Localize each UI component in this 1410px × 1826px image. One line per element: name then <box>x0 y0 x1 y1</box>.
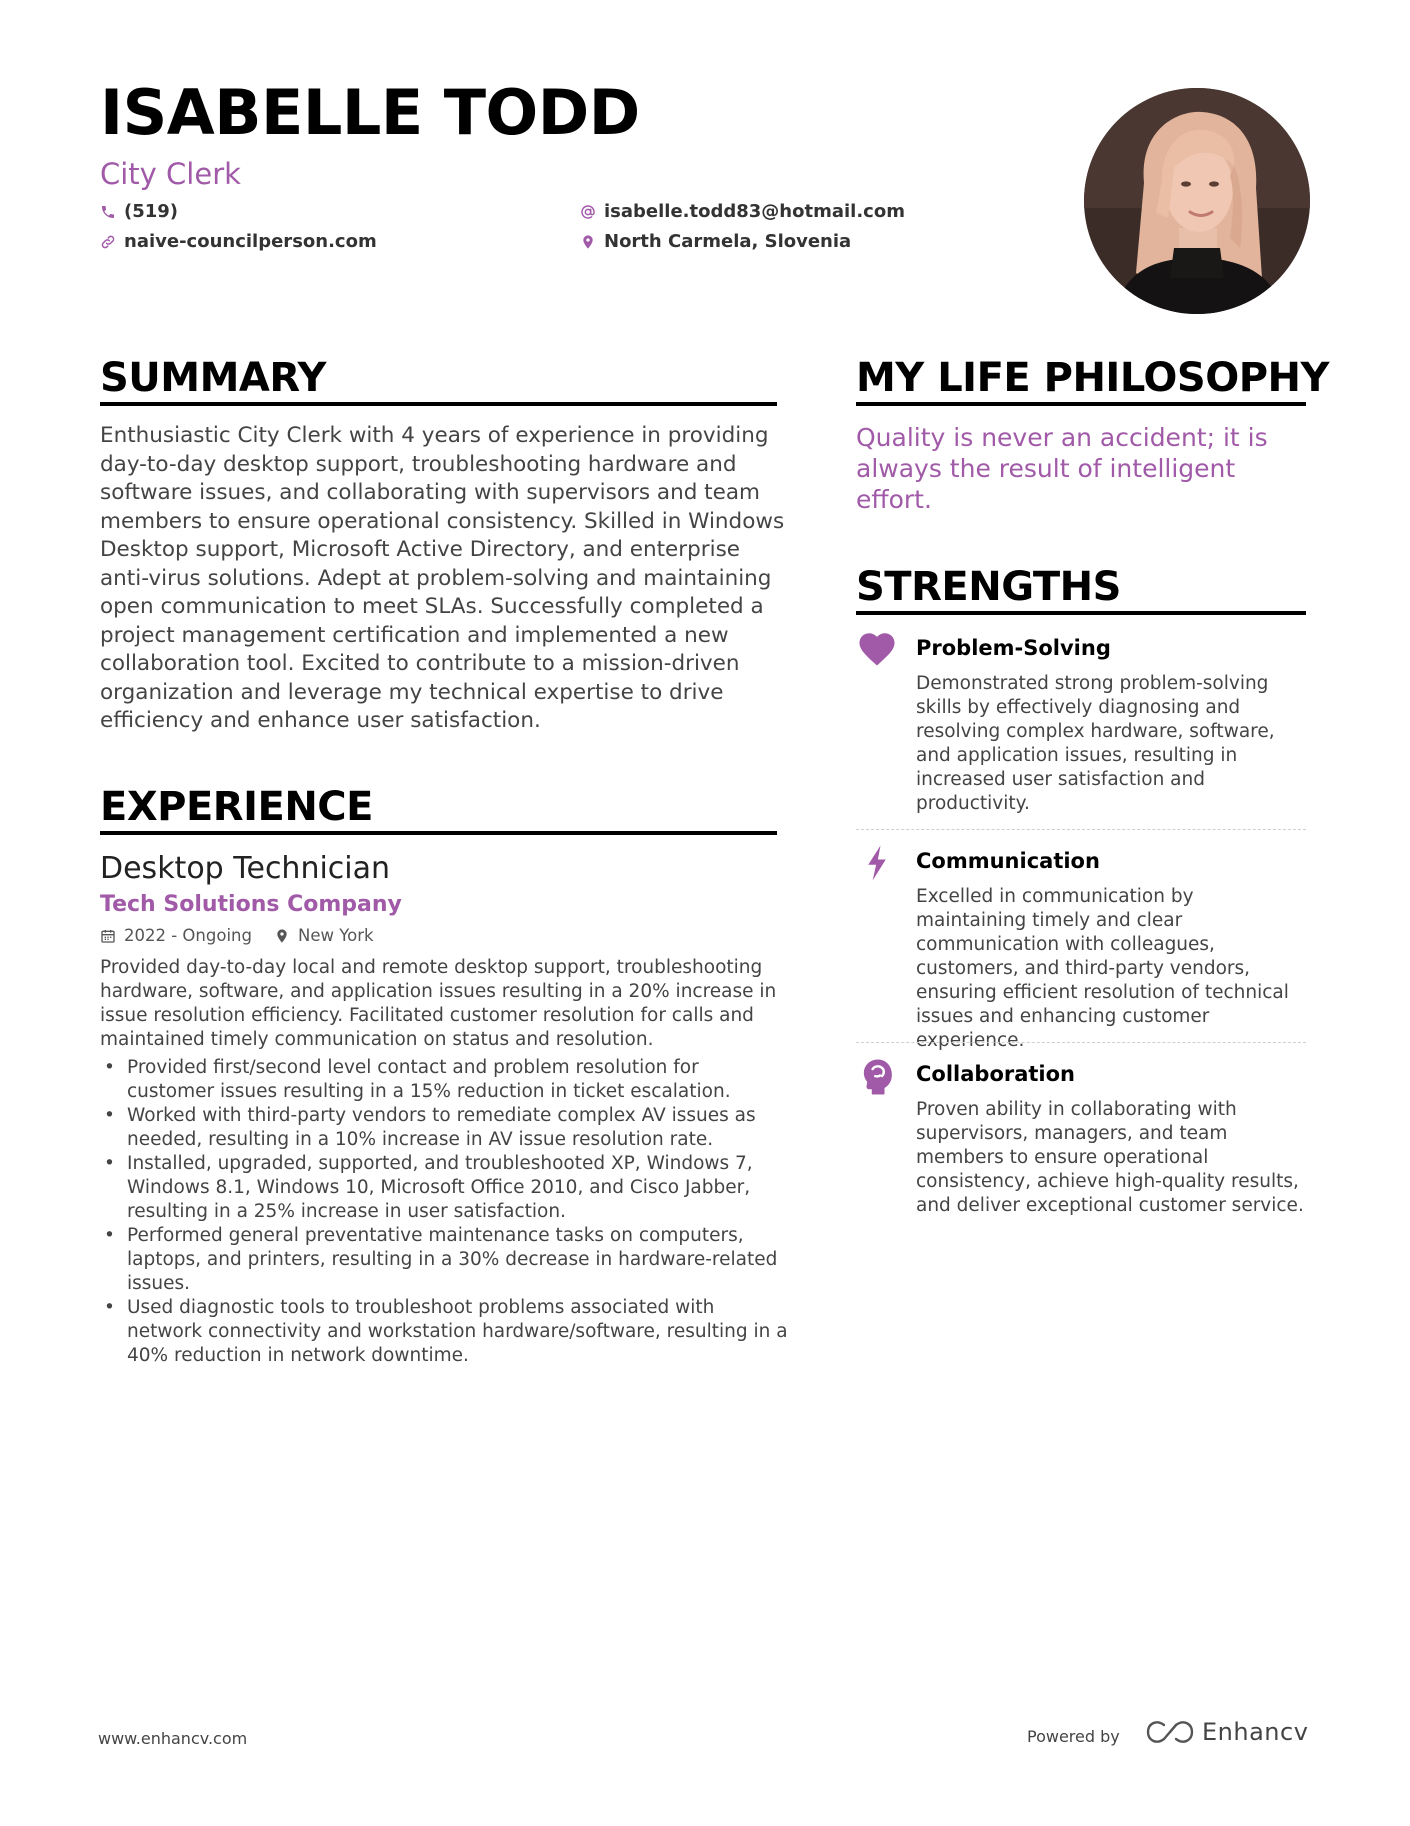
bullet-item: • Installed, upgraded, supported, and troubleshooted XP, Windows 7, Windows 8.1, Windows 10, Microsoft Office 2010, and Cisco Jabber, resulting in a 25% increase in user satisfaction. <box>100 1152 790 1224</box>
location-pin-icon <box>580 234 596 250</box>
phone-text: (519) <box>124 201 179 222</box>
strength-description: Excelled in communication by maintaining timely and clear communication with colleagues, customers, and third-party vendors, ensuring efficient resolution of technical issues and enhancing customer experience. <box>916 886 1289 1051</box>
philosophy-rule <box>856 402 1306 406</box>
strength-divider <box>856 829 1306 830</box>
phone-icon <box>100 204 116 220</box>
lightning-icon <box>856 842 898 884</box>
brand-name: Enhancv <box>1202 1718 1309 1746</box>
experience-rule <box>100 831 777 835</box>
summary-rule <box>100 402 777 406</box>
dates-text: 2022 - Ongoing <box>124 926 252 945</box>
strength-title: Problem-Solving <box>916 636 1111 660</box>
bullet-item: • Worked with third-party vendors to remediate complex AV issues as needed, resulting in a 10% increase in AV issue resolution rate. <box>100 1104 790 1152</box>
email-link[interactable]: isabelle.todd83@hotmail.com <box>604 201 905 222</box>
experience-location <box>274 928 374 945</box>
strengths-rule <box>856 611 1306 615</box>
footer-powered-by: Powered by <box>1027 1727 1120 1746</box>
strength-description: Demonstrated strong problem-solving skills by effectively diagnosing and resolving complex hardware, software, and application issues, resulting in increased user satisfaction and productivity. <box>916 673 1275 814</box>
candidate-name: ISABELLE TODD <box>100 76 640 149</box>
contact-website[interactable] <box>100 233 377 251</box>
head-brain-icon <box>856 1056 898 1098</box>
contact-location <box>580 233 851 251</box>
at-icon <box>580 204 596 220</box>
bullet-item: • Performed general preventative maintenance tasks on computers, laptops, and printers, resulting in a 30% decrease in hardware-related issues. <box>100 1224 790 1296</box>
philosophy-heading: MY LIFE PHILOSOPHY <box>856 355 1329 401</box>
enhancv-logo-icon <box>1146 1719 1194 1745</box>
location-text: North Carmela, Slovenia <box>604 231 852 252</box>
contact-phone <box>100 203 178 221</box>
experience-description: Provided day-to-day local and remote desktop support, troubleshooting hardware, software, and application issues resulting in a 20% increase in issue resolution efficiency. Facilitated customer resolution for calls and maintained timely communication on status and resolution. <box>100 957 777 1050</box>
link-icon <box>100 234 116 250</box>
location-text: New York <box>298 926 374 945</box>
website-link[interactable]: naive-councilperson.com <box>124 231 377 252</box>
strength-description: Proven ability in collaborating with supervisors, managers, and team members to ensure operational consistency, achieve high-quality results, and deliver exceptional customer service. <box>916 1099 1304 1216</box>
footer-brand[interactable] <box>1146 1718 1308 1746</box>
experience-company: Tech Solutions Company <box>100 892 402 917</box>
heart-icon <box>856 628 898 670</box>
footer-website[interactable]: www.enhancv.com <box>98 1729 248 1748</box>
bullet-item: • Provided first/second level contact and problem resolution for customer issues resulting in a 15% reduction in ticket escalation. <box>100 1056 790 1104</box>
experience-role: Desktop Technician <box>100 851 391 886</box>
calendar-icon <box>100 928 116 944</box>
experience-heading: EXPERIENCE <box>100 784 373 830</box>
contact-email[interactable] <box>580 203 905 221</box>
experience-dates <box>100 928 252 945</box>
profile-photo <box>1084 88 1310 314</box>
philosophy-quote: Quality is never an accident; it is always the result of intelligent effort. <box>856 423 1268 514</box>
summary-heading: SUMMARY <box>100 355 326 401</box>
strength-title: Communication <box>916 849 1100 873</box>
location-pin-icon <box>274 928 290 944</box>
job-title: City Clerk <box>100 157 241 191</box>
bullet-item: • Used diagnostic tools to troubleshoot problems associated with network connectivity and workstation hardware/software, resulting in a 40% reduction in network downtime. <box>100 1296 790 1368</box>
strengths-heading: STRENGTHS <box>856 564 1121 610</box>
summary-text: Enthusiastic City Clerk with 4 years of experience in providing day-to-day desktop support, troubleshooting hardware and software issues, and collaborating with supervisors and team members to ensure operational consistency. Skilled in Windows Desktop support, Microsoft Active Directory, and enterprise anti-virus solutions. Adept at problem-solving and maintaining open communication to meet SLAs. Successfully completed a project management certification and implemented a new collaboration tool. Excited to contribute to a mission-driven organization and leverage my technical expertise to drive efficiency and enhance user satisfaction. <box>100 423 785 733</box>
experience-bullets <box>100 1056 790 1368</box>
strength-title: Collaboration <box>916 1062 1076 1086</box>
strength-divider <box>856 1042 1306 1043</box>
